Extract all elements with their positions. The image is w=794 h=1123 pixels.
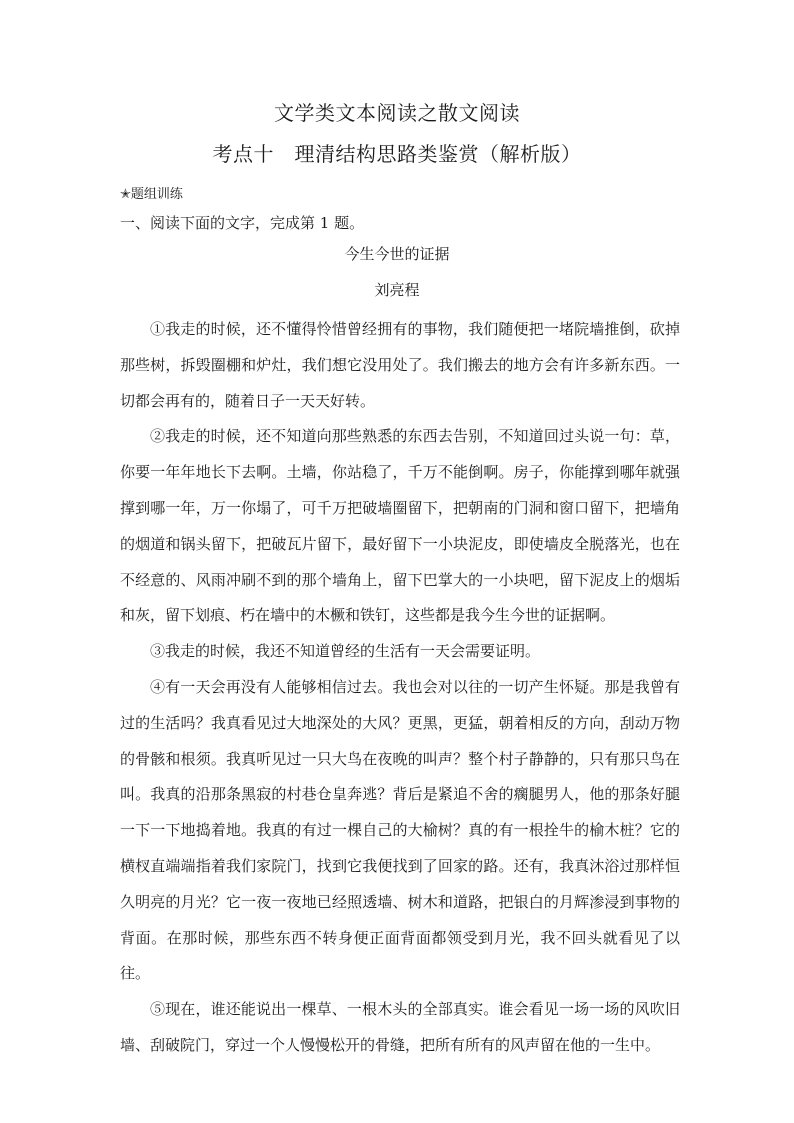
paragraph-2: ②我走的时候，还不知道向那些熟悉的东西去告别，不知道回过头说一句：草，你要一年年地长下去啊。土墙，你站稳了，千万不能倒啊。房子，你能撑到哪年就强撑到哪一年，万一你塌了，可千万把破墙圈留下，把朝南的门洞和窗口留下，把墙角的烟道和锅头留下，把破瓦片留下，最好留下一小块泥皮，即使墙皮全脱落光，也在不经意的、风雨冲刷不到的那个墙角上，留下巴掌大的一小块吧，留下泥皮上的烟垢和灰，留下划痕、朽在墙中的木橛和铁钉，这些都是我今生今世的证据啊。 — [120, 427, 680, 625]
paragraph-3: ③我走的时候，我还不知道曾经的生活有一天会需要证明。 — [150, 642, 541, 661]
article-body — [120, 312, 680, 1064]
document-subtitle: 考点十 理清结构思路类鉴赏（解析版） — [212, 142, 582, 166]
document-title: 文学类文本阅读之散文阅读 — [274, 101, 520, 125]
paragraph-5: ⑤现在，谁还能说出一棵草、一根木头的全部真实。谁会看见一场一场的风吹旧墙、刮破院门，穿过一个人慢慢松开的骨缝，把所有所有的风声留在他的一生中。 — [120, 1000, 680, 1054]
paragraph-1: ①我走的时候，还不懂得怜惜曾经拥有的事物，我们随便把一堵院墙推倒，砍掉那些树，拆毁圈棚和炉灶，我们想它没用处了。我们搬去的地方会有许多新东西。一切都会再有的，随着日子一天天好转。 — [120, 320, 680, 410]
article-author: 刘亮程 — [374, 281, 420, 299]
section-mark: ✭题组训练 — [120, 187, 183, 202]
paragraph-4: ④有一天会再没有人能够相信过去。我也会对以往的一切产生怀疑。那是我曾有过的生活吗？我真看见过大地深处的大风？更黑，更猛，朝着相反的方向，刮动万物的骨骸和根须。我真听见过一只大鸟在夜晚的叫声？整个村子静静的，只有那只鸟在叫。我真的沿那条黑寂的村巷仓皇奔逃？背后是紧追不舍的瘸腿男人，他的那条好腿一下一下地捣着地。我真的有过一棵自己的大榆树？真的有一根拴牛的榆木桩？它的横杈直端端指着我们家院门，找到它我便找到了回家的路。还有，我真沐浴过那样恒久明亮的月光？它一夜一夜地已经照透墙、树木和道路，把银白的月辉渗浸到事物的背面。在那时候，那些东西不转身便正面背面都领受到月光，我不回头就看见了以往。 — [120, 677, 680, 983]
article-title: 今生今世的证据 — [344, 245, 450, 263]
question-instruction: 一、阅读下面的文字，完成第 1 题。 — [120, 214, 365, 232]
